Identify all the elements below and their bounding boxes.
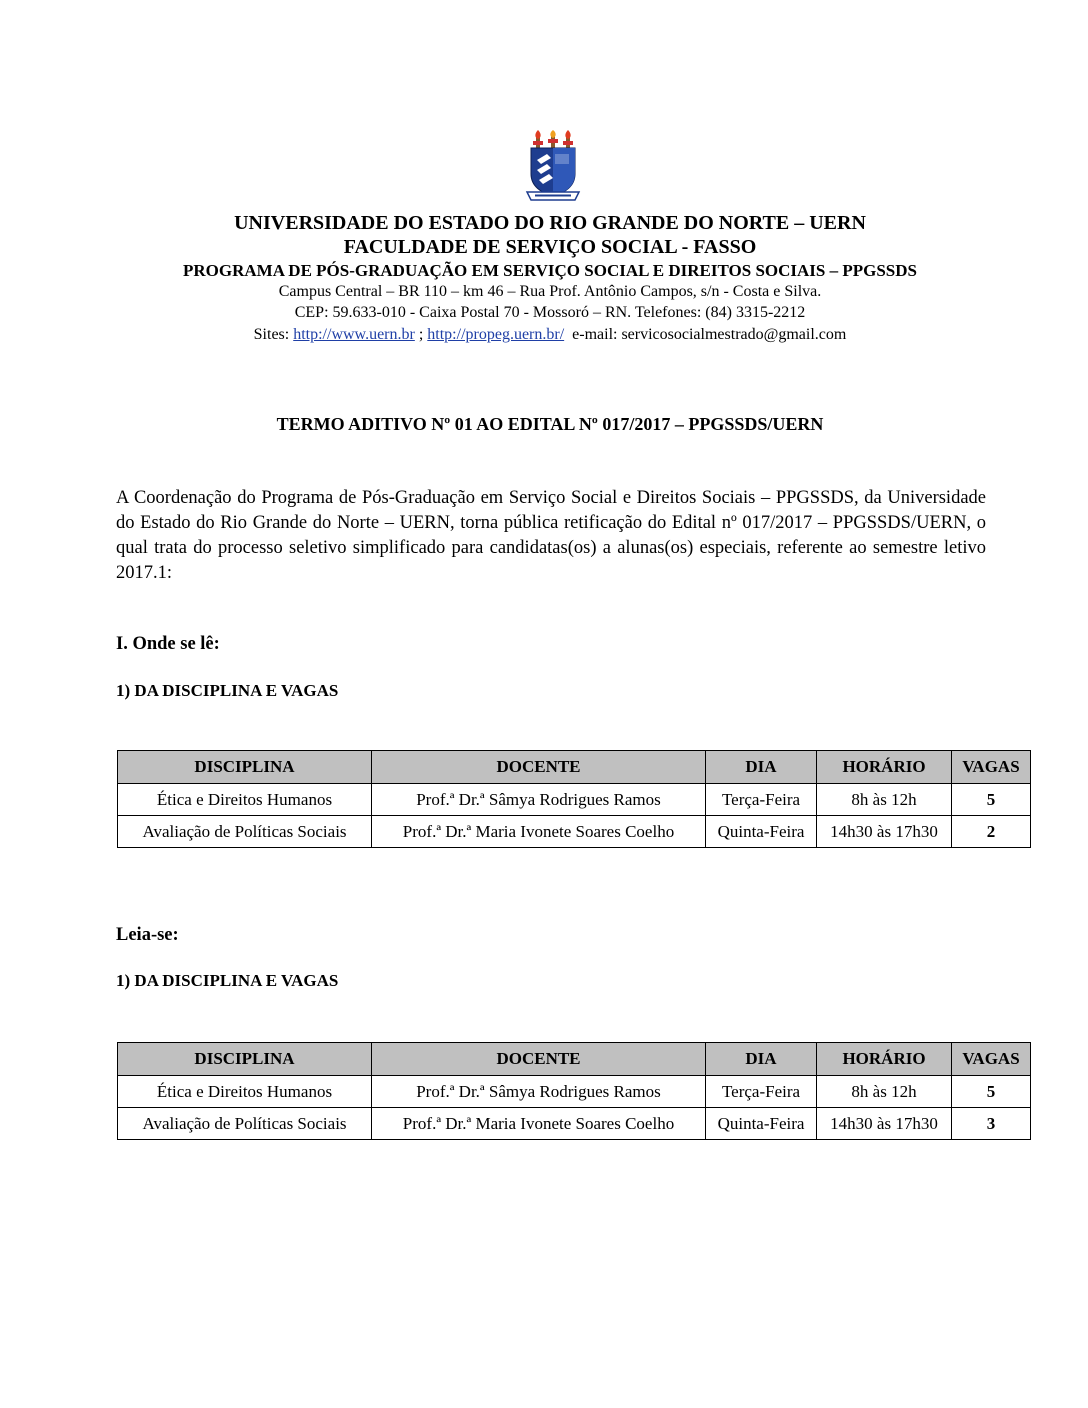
table-cell: Prof.ª Dr.ª Maria Ivonete Soares Coelho — [372, 1108, 706, 1140]
column-header: VAGAS — [952, 751, 1031, 784]
table-cell: Prof.ª Dr.ª Sâmya Rodrigues Ramos — [372, 784, 706, 816]
table-header-row — [118, 751, 1031, 784]
propeg-site-link[interactable]: http://propeg.uern.br/ — [427, 326, 565, 343]
table-row — [118, 816, 1031, 848]
table-cell: 5 — [952, 1076, 1031, 1108]
column-header: DIA — [706, 751, 817, 784]
column-header: DOCENTE — [372, 1043, 706, 1076]
table-cell: 14h30 às 17h30 — [817, 816, 952, 848]
column-header: DIA — [706, 1043, 817, 1076]
table-cell: Terça-Feira — [706, 1076, 817, 1108]
section-2-subheading: 1) DA DISCIPLINA E VAGAS — [116, 971, 339, 990]
corrected-vacancies-table — [117, 1042, 1031, 1140]
university-name: UNIVERSIDADE DO ESTADO DO RIO GRANDE DO NORTE – UERN — [234, 212, 866, 234]
table-cell: Avaliação de Políticas Sociais — [118, 1108, 372, 1140]
section-read-as-label: Leia-se: — [116, 925, 179, 945]
table-cell: 5 — [952, 784, 1031, 816]
uern-crest-logo — [525, 130, 581, 206]
section-1-subheading: 1) DA DISCIPLINA E VAGAS — [116, 681, 339, 700]
table-cell: Avaliação de Políticas Sociais — [118, 816, 372, 848]
column-header: VAGAS — [952, 1043, 1031, 1076]
table-cell: Prof.ª Dr.ª Maria Ivonete Soares Coelho — [372, 816, 706, 848]
email-text: e-mail: servicosocialmestrado@gmail.com — [572, 326, 847, 343]
column-header: DISCIPLINA — [118, 1043, 372, 1076]
link-separator: ; — [418, 326, 424, 343]
sites-label: Sites: — [253, 326, 290, 343]
table-cell: 8h às 12h — [817, 1076, 952, 1108]
address-line-2: CEP: 59.633-010 - Caixa Postal 70 - Mossoró – RN. Telefones: (84) 3315-2212 — [294, 304, 806, 321]
address-line-1: Campus Central – BR 110 – km 46 – Rua Prof. Antônio Campos, s/n - Costa e Silva. — [278, 283, 822, 300]
original-vacancies-table — [117, 750, 1031, 848]
section-where-reads-label: I. Onde se lê: — [116, 634, 220, 654]
table-row — [118, 1108, 1031, 1140]
contact-line — [0, 327, 1088, 343]
table-cell: 14h30 às 17h30 — [817, 1108, 952, 1140]
column-header: HORÁRIO — [817, 751, 952, 784]
column-header: DISCIPLINA — [118, 751, 372, 784]
table-cell: Ética e Direitos Humanos — [118, 784, 372, 816]
table-cell: Terça-Feira — [706, 784, 817, 816]
faculty-name: FACULDADE DE SERVIÇO SOCIAL - FASSO — [343, 236, 757, 258]
document-title: TERMO ADITIVO Nº 01 AO EDITAL Nº 017/2017 – PPGSSDS/UERN — [276, 414, 824, 434]
table-cell: Quinta-Feira — [706, 1108, 817, 1140]
table-row — [118, 784, 1031, 816]
table-cell: Ética e Direitos Humanos — [118, 1076, 372, 1108]
table-cell: 2 — [952, 816, 1031, 848]
column-header: DOCENTE — [372, 751, 706, 784]
program-name: PROGRAMA DE PÓS-GRADUAÇÃO EM SERVIÇO SOCIAL E DIREITOS SOCIAIS – PPGSSDS — [183, 261, 917, 280]
table-cell: Quinta-Feira — [706, 816, 817, 848]
column-header: HORÁRIO — [817, 1043, 952, 1076]
table-header-row — [118, 1043, 1031, 1076]
table-cell: 3 — [952, 1108, 1031, 1140]
table-cell: 8h às 12h — [817, 784, 952, 816]
table-row — [118, 1076, 1031, 1108]
intro-paragraph: A Coordenação do Programa de Pós-Graduação em Serviço Social e Direitos Sociais – PPGSSDS, da Universidade do Estado do Rio Grande do Norte – UERN, torna pública retificação do Edital nº 017/2017 – PPGSSDS/UERN, o qual trata do processo seletivo simplificado para candidatas(os) a alunas(os) especiais, referente ao semestre letivo 2017.1: — [116, 488, 986, 583]
uern-site-link[interactable]: http://www.uern.br — [293, 326, 415, 343]
table-cell: Prof.ª Dr.ª Sâmya Rodrigues Ramos — [372, 1076, 706, 1108]
